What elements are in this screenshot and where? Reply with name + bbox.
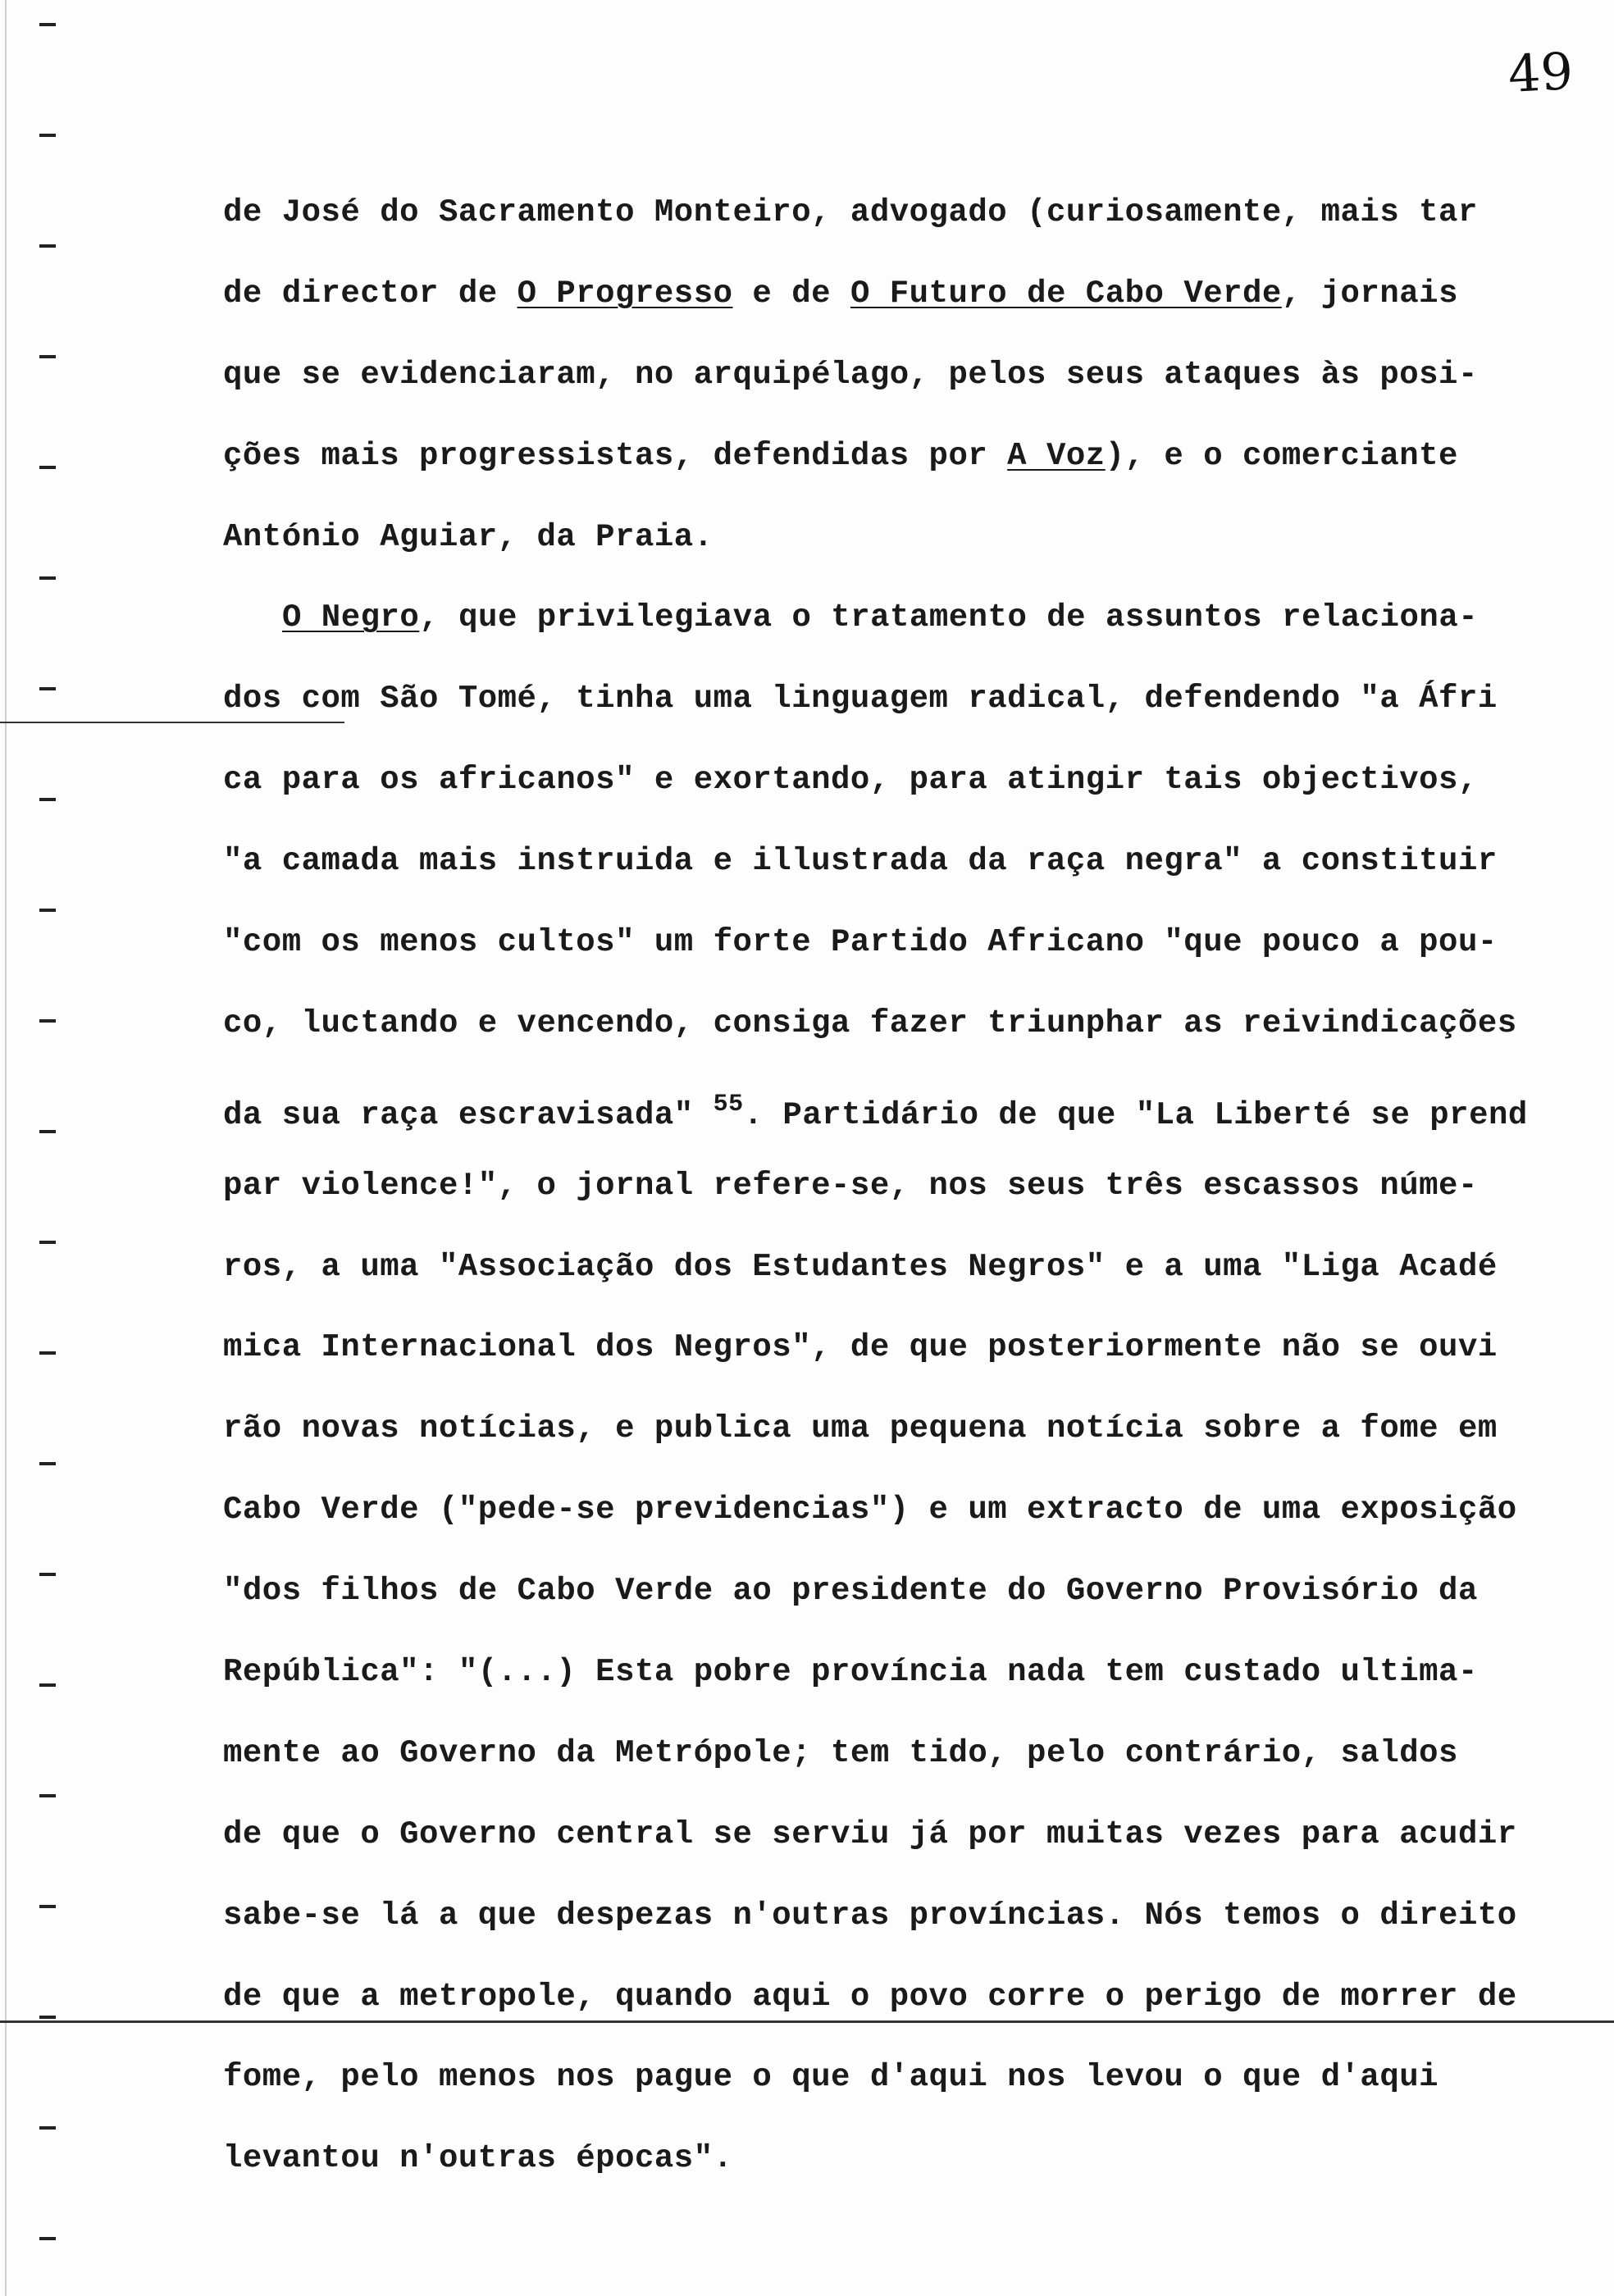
- body-text: [223, 172, 1584, 2199]
- text-segment: António Aguiar, da Praia.: [223, 518, 714, 555]
- text-line: [223, 416, 1584, 497]
- text-segment: mente ao Governo da Metrópole; tem tido, pelo contrário, saldos: [223, 1734, 1458, 1771]
- footnote-ref: 55: [713, 1090, 744, 1118]
- margin-tick: [39, 134, 56, 137]
- text-segment: co, luctando e vencendo, consiga fazer triunphar as reivindicações: [223, 1004, 1517, 1041]
- underlined-title: O Futuro de Cabo Verde: [850, 275, 1282, 312]
- margin-tick: [39, 355, 56, 358]
- text-segment: mica Internacional dos Negros", de que posteriormente não se ouvi: [223, 1329, 1498, 1366]
- margin-tick: [39, 1794, 56, 1797]
- text-segment: ros, a uma "Associação dos Estudantes Negros" e a uma "Liga Acadé: [223, 1248, 1498, 1285]
- text-line: [223, 1064, 1584, 1146]
- underlined-title: O Progresso: [517, 275, 733, 312]
- margin-tick: [39, 1905, 56, 1908]
- margin-tick: [39, 2237, 56, 2240]
- margin-tick: [39, 798, 56, 801]
- margin-tick: [39, 1351, 56, 1355]
- margin-tick: [39, 2126, 56, 2130]
- text-segment: de José do Sacramento Monteiro, advogado (curiosamente, mais tar: [223, 194, 1478, 230]
- text-segment: ca para os africanos" e exortando, para atingir tais objectivos,: [223, 762, 1478, 799]
- text-line: [223, 497, 1584, 578]
- text-line: [223, 983, 1584, 1064]
- text-line: [223, 1957, 1584, 2038]
- margin-tick: [39, 1241, 56, 1244]
- text-line: [223, 1875, 1584, 1957]
- text-line: [223, 1551, 1584, 1632]
- text-line: [223, 1307, 1584, 1388]
- text-segment: "dos filhos de Cabo Verde ao presidente do Governo Provisório da: [223, 1573, 1478, 1610]
- text-line: [223, 821, 1584, 902]
- text-segment: e de: [732, 275, 850, 312]
- text-segment: sabe-se lá a que despezas n'outras províncias. Nós temos o direito: [223, 1897, 1517, 1934]
- text-segment: de que a metropole, quando aqui o povo corre o perigo de morrer de: [223, 1978, 1517, 2015]
- text-segment: República": "(...) Esta pobre província nada tem custado ultima-: [223, 1654, 1478, 1691]
- text-segment: par violence!", o jornal refere-se, nos seus três escassos núme-: [223, 1167, 1478, 1204]
- text-segment: "com os menos cultos" um forte Partido Africano "que pouco a pou-: [223, 924, 1498, 961]
- margin-tick: [39, 2016, 56, 2019]
- margin-tick: [39, 23, 56, 26]
- page-number: 49: [1507, 40, 1575, 105]
- text-line: [223, 658, 1584, 740]
- text-line: [223, 2118, 1584, 2199]
- margin-tick: [39, 1462, 56, 1465]
- text-line: [223, 740, 1584, 821]
- margin-tick: [39, 687, 56, 690]
- margin-tick: [39, 466, 56, 469]
- page-left-edge: [5, 0, 7, 2296]
- margin-tick-marks: [39, 0, 64, 2296]
- margin-tick: [39, 1683, 56, 1687]
- text-line: [223, 1713, 1584, 1794]
- text-segment: que se evidenciaram, no arquipélago, pelos seus ataques às posi-: [223, 356, 1478, 393]
- margin-tick: [39, 909, 56, 912]
- text-line: [223, 577, 1584, 658]
- margin-tick: [39, 1573, 56, 1576]
- text-segment: ), e o comerciante: [1105, 437, 1458, 474]
- text-line: [223, 1388, 1584, 1469]
- text-line: [223, 902, 1584, 983]
- margin-tick: [39, 1019, 56, 1023]
- text-segment: levantou n'outras épocas".: [223, 2140, 733, 2177]
- text-segment: . Partidário de que "La Liberté se prend: [743, 1096, 1528, 1133]
- text-line: [223, 2037, 1584, 2118]
- text-segment: Cabo Verde ("pede-se previdencias") e um extracto de uma exposição: [223, 1492, 1517, 1528]
- text-segment: de director de: [223, 275, 517, 312]
- text-segment: ções mais progressistas, defendidas por: [223, 437, 1008, 474]
- text-segment: dos com São Tomé, tinha uma linguagem radical, defendendo "a Áfri: [223, 681, 1498, 718]
- text-segment: rão novas notícias, e publica uma pequena notícia sobre a fome em: [223, 1410, 1498, 1447]
- text-segment: fome, pelo menos nos pague o que d'aqui nos levou o que d'aqui: [223, 2059, 1439, 2096]
- text-line: [223, 172, 1584, 253]
- margin-tick: [39, 244, 56, 248]
- text-line: [223, 1632, 1584, 1713]
- text-segment: , jornais: [1281, 275, 1458, 312]
- text-segment: da sua raça escravisada": [223, 1096, 714, 1133]
- underlined-title: A Voz: [1007, 437, 1106, 474]
- text-line: [223, 1146, 1584, 1227]
- margin-tick: [39, 1130, 56, 1133]
- text-line: [223, 1469, 1584, 1551]
- text-line: [223, 335, 1584, 416]
- margin-tick: [39, 576, 56, 580]
- text-line: [223, 253, 1584, 335]
- text-segment: , que privilegiava o tratamento de assuntos relaciona-: [419, 599, 1479, 636]
- text-line: [223, 1794, 1584, 1875]
- underlined-title: O Negro: [282, 599, 420, 636]
- text-line: [223, 1227, 1584, 1308]
- text-segment: "a camada mais instruida e illustrada da raça negra" a constituir: [223, 843, 1498, 880]
- text-segment: de que o Governo central se serviu já por muitas vezes para acudir: [223, 1815, 1517, 1852]
